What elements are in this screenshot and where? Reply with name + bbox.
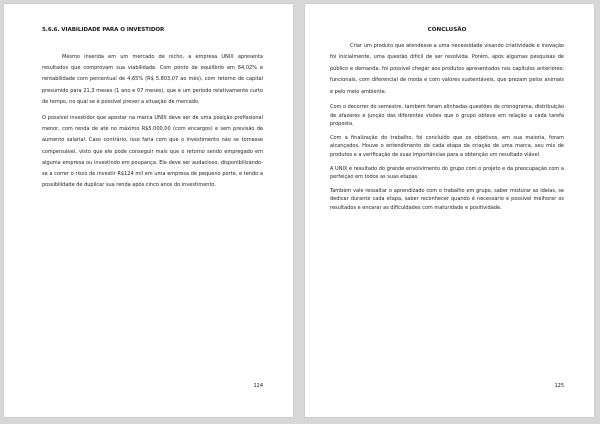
left-page [4, 4, 293, 417]
page-number: 125 [554, 383, 564, 389]
page-number: 124 [253, 383, 263, 389]
paragraph-investor-profile: O possível investidor que apostar na marca UNIX deve ser de uma posição profissional menor, com renda de até no máximo R$5.000,00 (com encargos) e sem previsão de aumento salarial. Caso contrário, isso faria com que o investimento não se tornasse compensável, visto que ele pode conseguir mais que o retorno sendo empregado em alguma empresa ou investindo em poupança. Ele deve ser audacioso, disponibilizando-se a correr o risco de investir R$124 mil em uma empresa de pequeno porte, e tendo a possibilidade de duplicar sua renda após cinco anos do investimento. [42, 115, 263, 189]
paragraph-objectives: Com a finalização do trabalho, foi concluído que os objetivos, em sua maioria, foram alcançados. Houve o entendimento de cada etapa da criação de uma marca, seu mix de produtos e a verificação de suas importâncias para a obtenção um resultado viável. [330, 134, 564, 158]
conclusion-heading: CONCLUSÃO [427, 27, 467, 33]
paragraph-viability: Mesmo inserida em um mercado de nicho, a empresa UNIX apresenta resultados que comprovam sua viabilidade. Com ponto de equilíbrio em 64,02% e rentabilidade com percentual de 4,65% (R$ 5.803,07 ao mês), com retorno de capital presumido para 21,3 meses (1 ano e 07 meses), que é um período relativamente curto de tempo, no qual se é possível prever a situação de mercado. [42, 54, 263, 105]
right-page [305, 4, 594, 417]
paragraph-involvement: A UNIX é resultado do grande envolvimento do grupo com o projeto e da preocupação com a perfeição em todos as suas etapas. [330, 165, 564, 181]
right-page-content [330, 26, 564, 213]
paragraph-product-creation: Criar um produto que atendesse a uma necessidade visando criatividade e inovação foi inicialmente, uma questão difícil de ser resolvida. Porém, após algumas pesquisas de público e demanda, foi possível chegar aos produtos apresentados nos capítulos anteriores; funcionais, com diferencial de moda e com valores sustentáveis, que prezam pelos animais e pelo meio ambiente. [330, 43, 564, 95]
left-page-content [42, 26, 263, 191]
paragraph-schedule: Com o decorrer do semestre, também foram alinhadas questões de cronograma, distribuição de afazeres e junção das diferentes visões que o grupo obteve em relação a cada tarefa proposta. [330, 104, 564, 128]
section-heading: 5.6.6. VIABILIDADE PARA O INVESTIDOR [42, 27, 165, 33]
paragraph-teamwork: Também vale ressaltar o aprendizado com o trabalho em grupo, saber misturar as ideias, se dedicar durante cada etapa, saber reconhecer quando é necessário e possível melhorar os resultados e encarar as dificuldades com maturidade e positividade. [330, 187, 564, 211]
